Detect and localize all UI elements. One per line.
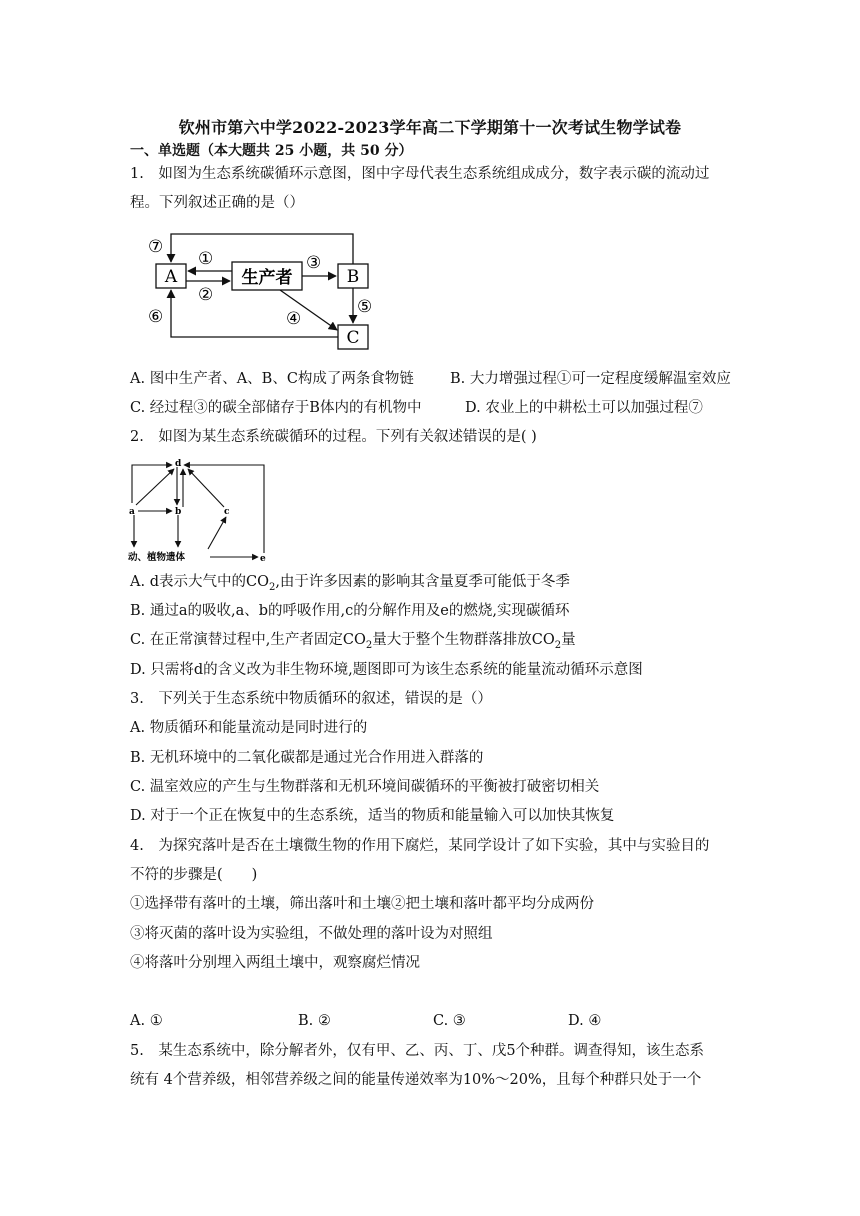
q2-carbon-cycle-diagram: [128, 455, 278, 567]
q4-option-a: A. ①: [130, 1013, 163, 1029]
q5-stem-line1: 5. 某生态系统中，除分解者外，仅有甲、乙、丙、丁、戊5个种群。调查得知，该生态系: [130, 1043, 705, 1059]
q4-option-d: D. ④: [568, 1013, 602, 1029]
q1-label-A: A: [164, 267, 178, 287]
q2-option-c-pre: C. 在正常演替过程中,生产者固定CO: [130, 632, 366, 648]
q2-option-c-post: 量: [561, 632, 576, 648]
q1-label-B: B: [346, 267, 360, 287]
q1-num-4: ④: [286, 309, 302, 329]
q2-label-remains: 动、植物遗体: [128, 552, 186, 563]
q2-arrow-a-d-left: [132, 465, 172, 503]
q2-label-d: d: [175, 459, 182, 469]
q4-step-4: ④将落叶分别埋入两组土壤中，观察腐烂情况: [130, 955, 420, 971]
section-heading: 一、单选题（本大题共 25 小题，共 50 分）: [130, 143, 413, 159]
q4-option-b: B. ②: [298, 1013, 331, 1029]
q1-option-c: C. 经过程③的碳全部储存于B体内的有机物中: [130, 400, 422, 416]
q1-num-2: ②: [198, 285, 214, 305]
q2-label-a: a: [129, 507, 135, 517]
q2-option-c-sub: 2: [365, 639, 373, 651]
q1-option-d: D. 农业上的中耕松土可以加强过程⑦: [465, 400, 703, 416]
q4-stem-line1: 4. 为探究落叶是否在土壤微生物的作用下腐烂，某同学设计了如下实验，其中与实验目的: [130, 838, 710, 854]
q1-stem-line1: 1. 如图为生态系统碳循环示意图，图中字母代表生态系统组成成分，数字表示碳的流动过: [130, 166, 710, 182]
q2-arrow-a-d: [136, 469, 174, 505]
q2-option-a-pre: A. d表示大气中的CO: [130, 574, 269, 590]
q2-stem: 2. 如图为某生态系统碳循环的过程。下列有关叙述错误的是( ): [130, 429, 537, 445]
q1-num-5: ⑤: [357, 297, 373, 317]
q2-option-b: B. 通过a的吸收,a、b的呼吸作用,c的分解作用及e的燃烧,实现碳循环: [130, 603, 570, 619]
exam-title: 钦州市第六中学2022-2023学年高二下学期第十一次考试生物学试卷: [178, 118, 682, 137]
q2-option-c: [130, 630, 576, 656]
q3-option-a: A. 物质循环和能量流动是同时进行的: [130, 720, 368, 736]
q1-num-7: ⑦: [148, 237, 164, 257]
q2-option-d: D. 只需将d的含义改为非生物环境,题图即可为该生态系统的能量流动循环示意图: [130, 662, 643, 678]
q1-num-3: ③: [306, 253, 322, 273]
q2-label-e: e: [260, 554, 266, 564]
q2-option-a-sub: 2: [268, 581, 276, 593]
q2-option-a: [130, 572, 570, 598]
q2-label-b: b: [175, 507, 182, 517]
q1-carbon-cycle-diagram: [140, 226, 380, 354]
q3-option-c: C. 温室效应的产生与生物群落和无机环境间碳循环的平衡被打破密切相关: [130, 779, 600, 795]
q2-option-c-mid: 量大于整个生物群落排放CO: [372, 632, 555, 648]
q2-option-c-sub2: 2: [554, 639, 562, 651]
q3-option-d: D. 对于一个正在恢复中的生态系统，适当的物质和能量输入可以加快其恢复: [130, 808, 615, 824]
q1-label-producer: 生产者: [241, 268, 293, 288]
q1-stem-line2: 程。下列叙述正确的是（）: [130, 195, 304, 211]
q4-step-1-2: ①选择带有落叶的土壤，筛出落叶和土壤②把土壤和落叶都平均分成两份: [130, 896, 594, 912]
q2-arrow-remains-c: [208, 517, 226, 549]
q5-stem-line2: 统有 4个营养级，相邻营养级之间的能量传递效率为10%～20%，且每个种群只处于一个: [130, 1072, 702, 1088]
q1-label-C: C: [346, 328, 360, 348]
q3-stem: 3. 下列关于生态系统中物质循环的叙述，错误的是（）: [130, 691, 492, 707]
q4-step-3: ③将灭菌的落叶设为实验组，不做处理的落叶设为对照组: [130, 926, 493, 942]
q4-option-c: C. ③: [433, 1013, 466, 1029]
q1-num-1: ①: [198, 249, 214, 269]
q3-option-b: B. 无机环境中的二氧化碳都是通过光合作用进入群落的: [130, 750, 484, 766]
q1-option-b: B. 大力增强过程①可一定程度缓解温室效应: [450, 371, 731, 387]
q2-option-a-post: ,由于许多因素的影响其含量夏季可能低于冬季: [275, 574, 570, 590]
q4-stem-line2: 不符的步骤是( ): [130, 867, 258, 883]
q1-num-6: ⑥: [148, 307, 164, 327]
q1-option-a: A. 图中生产者、A、B、C构成了两条食物链: [130, 371, 414, 387]
q2-label-c: c: [224, 507, 230, 517]
q2-arrow-c-d: [188, 469, 224, 507]
